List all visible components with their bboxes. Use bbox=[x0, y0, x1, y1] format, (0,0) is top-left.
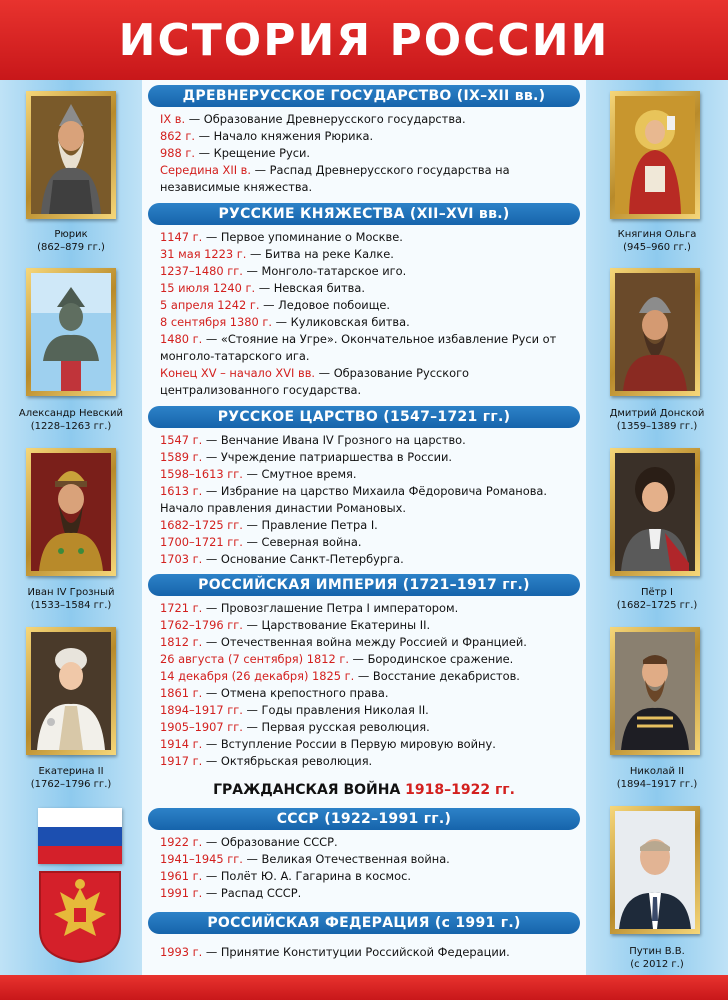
event-item: 1682–1725 гг. — Правление Петра I. bbox=[160, 518, 378, 532]
caption-ivan-iv: Иван IV Грозный (1533–1584 гг.) bbox=[27, 587, 115, 611]
olga-icon-image bbox=[615, 96, 695, 214]
event-item: 1700–1721 гг. — Северная война. bbox=[160, 535, 362, 549]
portrait-olga bbox=[610, 91, 700, 219]
donskoy-portrait-icon bbox=[615, 273, 695, 391]
ivan-iv-portrait-icon bbox=[31, 453, 111, 571]
event-item: 1589 г. — Учреждение патриаршества в России. bbox=[160, 450, 453, 464]
peter-i-portrait-icon bbox=[615, 453, 695, 571]
caption-putin: Путин В.В. (с 2012 г.) bbox=[629, 946, 685, 970]
event-item: 1917 г. — Октябрьская революция. bbox=[160, 754, 373, 768]
event-item: IX в. — Образование Древнерусского государства. bbox=[160, 112, 466, 126]
event-item: 1237–1480 гг. — Монголо-татарское иго. bbox=[160, 264, 407, 278]
catherine-ii-portrait-icon bbox=[31, 632, 111, 750]
civil-war-heading: ГРАЖДАНСКАЯ ВОЙНА 1918–1922 гг. bbox=[213, 782, 515, 798]
portrait-catherine-ii bbox=[26, 627, 116, 755]
caption-catherine-ii: Екатерина II (1762–1796 гг.) bbox=[30, 766, 112, 790]
section-title-russian-principalities: РУССКИЕ КНЯЖЕСТВА (XII–XVI вв.) bbox=[148, 203, 580, 225]
event-item: 1547 г. — Венчание Ивана IV Грозного на царство. bbox=[160, 433, 466, 447]
event-item: 1993 г. — Принятие Конституции Российской Федерации. bbox=[160, 945, 510, 959]
event-item: 1991 г. — Распад СССР. bbox=[160, 886, 302, 900]
event-item: 1762–1796 гг. — Царствование Екатерины II. bbox=[160, 618, 431, 632]
event-item: 1961 г. — Полёт Ю. А. Гагарина в космос. bbox=[160, 869, 411, 883]
coat-of-arms-icon bbox=[38, 870, 122, 964]
portrait-peter-i bbox=[610, 448, 700, 576]
rurik-portrait-icon bbox=[31, 96, 111, 214]
events-ancient-rus bbox=[160, 111, 580, 196]
caption-rurik: Рюрик (862–879 гг.) bbox=[37, 229, 105, 253]
event-item: 8 сентября 1380 г. — Куликовская битва. bbox=[160, 315, 410, 329]
event-item: 1721 г. — Провозглашение Петра I императором. bbox=[160, 601, 459, 615]
event-item: 862 г. — Начало княжения Рюрика. bbox=[160, 129, 374, 143]
event-item: 1922 г. — Образование СССР. bbox=[160, 835, 338, 849]
event-item: 988 г. — Крещение Руси. bbox=[160, 146, 311, 160]
section-title-ancient-rus: ДРЕВНЕРУССКОЕ ГОСУДАРСТВО (IX–XII вв.) bbox=[148, 85, 580, 107]
events-tsardom bbox=[160, 432, 580, 568]
event-item: 1905–1907 гг. — Первая русская революция. bbox=[160, 720, 430, 734]
putin-portrait-icon bbox=[615, 811, 695, 929]
event-item: 1812 г. — Отечественная война между Россией и Францией. bbox=[160, 635, 527, 649]
event-item: 1703 г. — Основание Санкт-Петербурга. bbox=[160, 552, 404, 566]
caption-peter-i: Пётр I (1682–1725 гг.) bbox=[616, 587, 698, 611]
events-russian-principalities bbox=[160, 229, 580, 399]
event-item: 5 апреля 1242 г. — Ледовое побоище. bbox=[160, 298, 391, 312]
portrait-putin bbox=[610, 806, 700, 934]
portrait-rurik bbox=[26, 91, 116, 219]
nevsky-bust-icon bbox=[31, 273, 111, 391]
event-item: 26 августа (7 сентября) 1812 г. — Бородинское сражение. bbox=[160, 652, 514, 666]
section-title-empire: РОССИЙСКАЯ ИМПЕРИЯ (1721–1917 гг.) bbox=[148, 574, 580, 596]
event-item: 1861 г. — Отмена крепостного права. bbox=[160, 686, 389, 700]
section-title-ussr: СССР (1922–1991 гг.) bbox=[148, 808, 580, 830]
event-item: Середина XII в. — Распад Древнерусского государства на независимые княжества. bbox=[160, 163, 510, 194]
event-item: 1894–1917 гг. — Годы правления Николая II. bbox=[160, 703, 429, 717]
event-item: 1480 г. — «Стояние на Угре». Окончательное избавление Руси от монголо-татарского ига. bbox=[160, 332, 557, 363]
section-title-federation: РОССИЙСКАЯ ФЕДЕРАЦИЯ (с 1991 г.) bbox=[148, 912, 580, 934]
section-title-tsardom: РУССКОЕ ЦАРСТВО (1547–1721 гг.) bbox=[148, 406, 580, 428]
portrait-ivan-iv bbox=[26, 448, 116, 576]
events-federation bbox=[160, 944, 580, 961]
bottom-strip bbox=[0, 975, 728, 1000]
portrait-donskoy bbox=[610, 268, 700, 396]
events-empire bbox=[160, 600, 580, 770]
event-item: 1613 г. — Избрание на царство Михаила Фёдоровича Романова. Начало правления династии Романовых. bbox=[160, 484, 548, 515]
portrait-nevsky bbox=[26, 268, 116, 396]
caption-olga: Княгиня Ольга (945–960 гг.) bbox=[617, 229, 697, 253]
caption-nicholas-ii: Николай II (1894–1917 гг.) bbox=[616, 766, 698, 790]
event-item: 1941–1945 гг. — Великая Отечественная война. bbox=[160, 852, 450, 866]
event-item: 15 июля 1240 г. — Невская битва. bbox=[160, 281, 365, 295]
event-item: 1914 г. — Вступление России в Первую мировую войну. bbox=[160, 737, 496, 751]
event-item: 1598–1613 гг. — Смутное время. bbox=[160, 467, 357, 481]
events-ussr bbox=[160, 834, 580, 902]
portrait-nicholas-ii bbox=[610, 627, 700, 755]
nicholas-ii-portrait-icon bbox=[615, 632, 695, 750]
event-item: 1147 г. — Первое упоминание о Москве. bbox=[160, 230, 403, 244]
page-header bbox=[0, 0, 728, 80]
page-title: ИСТОРИЯ РОССИИ bbox=[118, 14, 610, 66]
event-item: 14 декабря (26 декабря) 1825 г. — Восстание декабристов. bbox=[160, 669, 520, 683]
event-item: Конец XV – начало XVI вв. — Образование Русского централизованного государства. bbox=[160, 366, 470, 397]
caption-donskoy: Дмитрий Донской (1359–1389 гг.) bbox=[609, 408, 705, 432]
russian-flag-icon bbox=[38, 808, 122, 864]
event-item: 31 мая 1223 г. — Битва на реке Калке. bbox=[160, 247, 394, 261]
caption-nevsky: Александр Невский (1228–1263 гг.) bbox=[18, 408, 124, 432]
